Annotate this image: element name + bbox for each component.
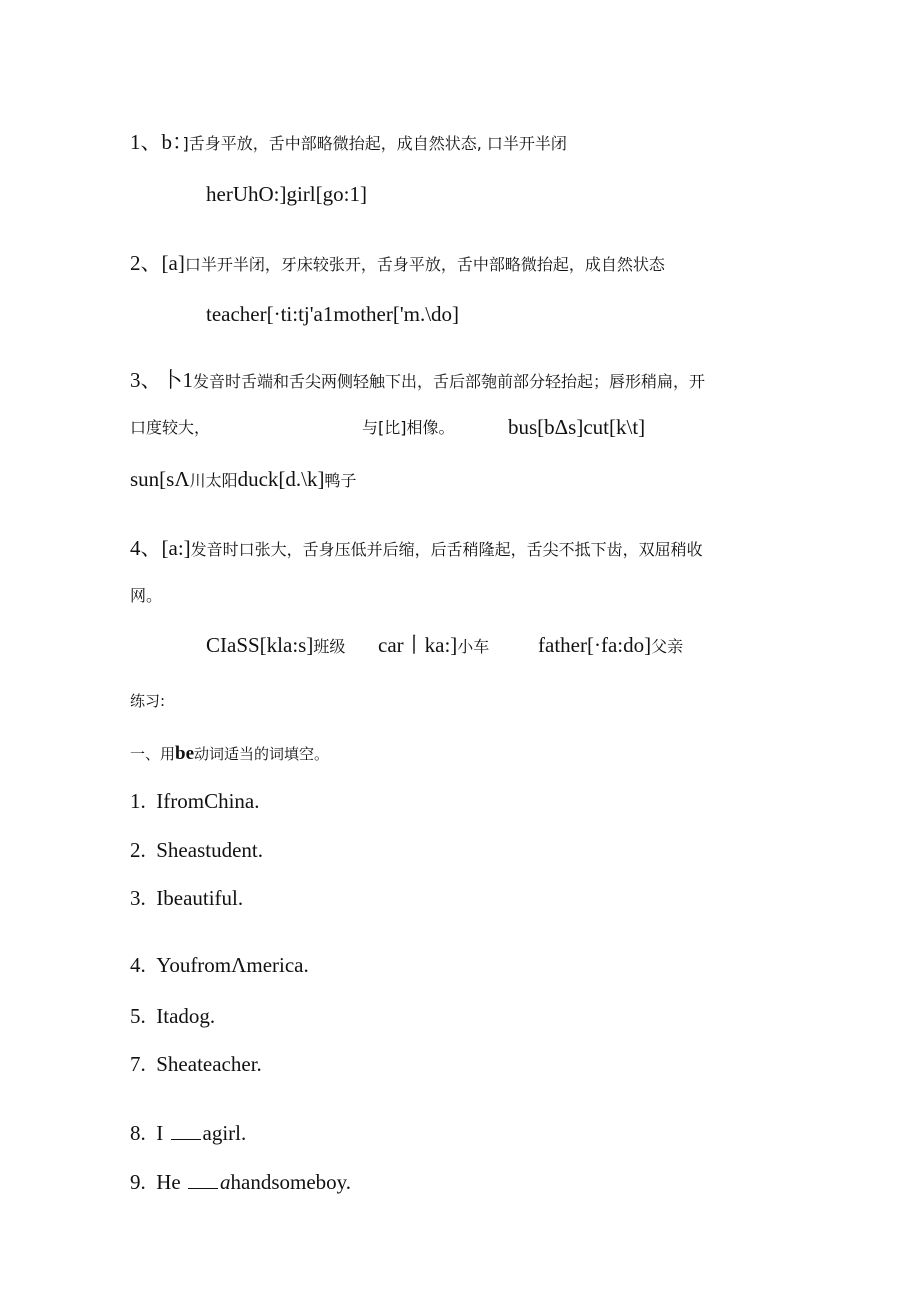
- exercise-number: 5.: [130, 1004, 146, 1028]
- example-sun: sun[sΛ: [130, 467, 190, 491]
- exercise-number: 8.: [130, 1121, 146, 1145]
- instruction-suffix: 动词适当的词填空。: [194, 745, 330, 763]
- exercise-item-3: [130, 888, 243, 909]
- exercise-text: Sheastudent.: [156, 838, 263, 862]
- exercise-number: 4.: [130, 953, 146, 977]
- exercise-item-9: [130, 1172, 351, 1193]
- section-1-description: ]舌身平放，舌中部略微抬起，成自然状态, 口半开半闭: [182, 134, 567, 153]
- section-3-example-bus-cut: bus[bΔs]cut[k\t]: [508, 415, 646, 439]
- section-3-number: 3、卜1: [130, 368, 193, 392]
- section-3-similar-note: 与[比]相像。: [362, 418, 455, 437]
- exercise-item-7: [130, 1054, 262, 1075]
- example-duck-meaning: 鸭子: [324, 471, 357, 490]
- answer-blank[interactable]: [188, 1172, 218, 1189]
- example-father: father[·fa:do]: [538, 633, 652, 657]
- exercise-text: Sheateacher.: [156, 1052, 262, 1076]
- exercise-text: YoufromΛmerica.: [156, 953, 309, 977]
- section-4-description-line1: 发音时口张大，舌身压低并后缩，后舌稍隆起，舌尖不抵下齿，双屈稍收: [190, 540, 703, 559]
- exercise-number: 7.: [130, 1052, 146, 1076]
- section-4-example-father: [538, 635, 683, 656]
- section-2-description: 口半开半闭，牙床较张开，舌身平放，舌中部略微抬起，成自然状态: [184, 255, 665, 274]
- example-car-meaning: 小车: [457, 637, 490, 656]
- exercise-subject: He: [156, 1170, 181, 1194]
- section-4-description-line2: 网。: [130, 586, 163, 605]
- exercise-text: agirl.: [202, 1121, 247, 1145]
- example-duck: duck[d.\k]: [237, 467, 325, 491]
- exercise-number: 3.: [130, 886, 146, 910]
- section-4-example-class: [206, 635, 345, 656]
- section-1-examples: herUhO:]girl[go:1]: [206, 182, 367, 206]
- section-4-number: 4、[a:]: [130, 536, 191, 560]
- exercise-subject: I: [156, 1121, 164, 1145]
- section-3-heading: [130, 370, 705, 391]
- section-2-heading: [130, 253, 665, 274]
- section-2-examples: teacher[·ti:tj'a1mother['m.\do]: [206, 302, 460, 326]
- exercise-item-2: [130, 840, 263, 861]
- exercise-item-5: [130, 1006, 215, 1027]
- exercise-item-1: [130, 791, 259, 812]
- exercise-item-4: [130, 955, 309, 976]
- section-3-description-line1: 发音时舌端和舌尖两侧轻触下出，舌后部匏前部分轻抬起；唇形稍扁，开: [193, 372, 706, 391]
- section-1-heading: [130, 132, 567, 153]
- example-car: car丨ka:]: [378, 633, 458, 657]
- section-4-example-car: [378, 635, 489, 656]
- instruction-be: be: [175, 743, 195, 764]
- example-class-meaning: 班级: [313, 637, 346, 656]
- example-class: CIaSS[kla:s]: [206, 633, 314, 657]
- section-4-heading: [130, 538, 703, 559]
- exercise-text: IfromChina.: [156, 789, 260, 813]
- exercise-number: 2.: [130, 838, 146, 862]
- section-3-description-line2: 口度较大，: [130, 418, 211, 437]
- practice-label: 练习:: [130, 692, 166, 710]
- example-father-meaning: 父亲: [651, 637, 684, 656]
- exercise-item-8: [130, 1123, 246, 1144]
- practice-instruction: [130, 744, 329, 763]
- instruction-prefix: 一、用: [130, 745, 176, 763]
- exercise-number: 1.: [130, 789, 146, 813]
- section-2-number: 2、[a]: [130, 251, 185, 275]
- exercise-text: Itadog.: [156, 1004, 216, 1028]
- answer-blank[interactable]: [171, 1123, 201, 1140]
- exercise-text: handsomeboy.: [230, 1170, 352, 1194]
- section-1-number: 1、b：: [130, 130, 183, 154]
- exercise-italic-article: a: [220, 1170, 231, 1194]
- exercise-number: 9.: [130, 1170, 146, 1194]
- exercise-text: Ibeautiful.: [156, 886, 244, 910]
- section-3-example-sun-duck: [130, 469, 357, 490]
- example-sun-meaning: 川太阳: [189, 471, 238, 490]
